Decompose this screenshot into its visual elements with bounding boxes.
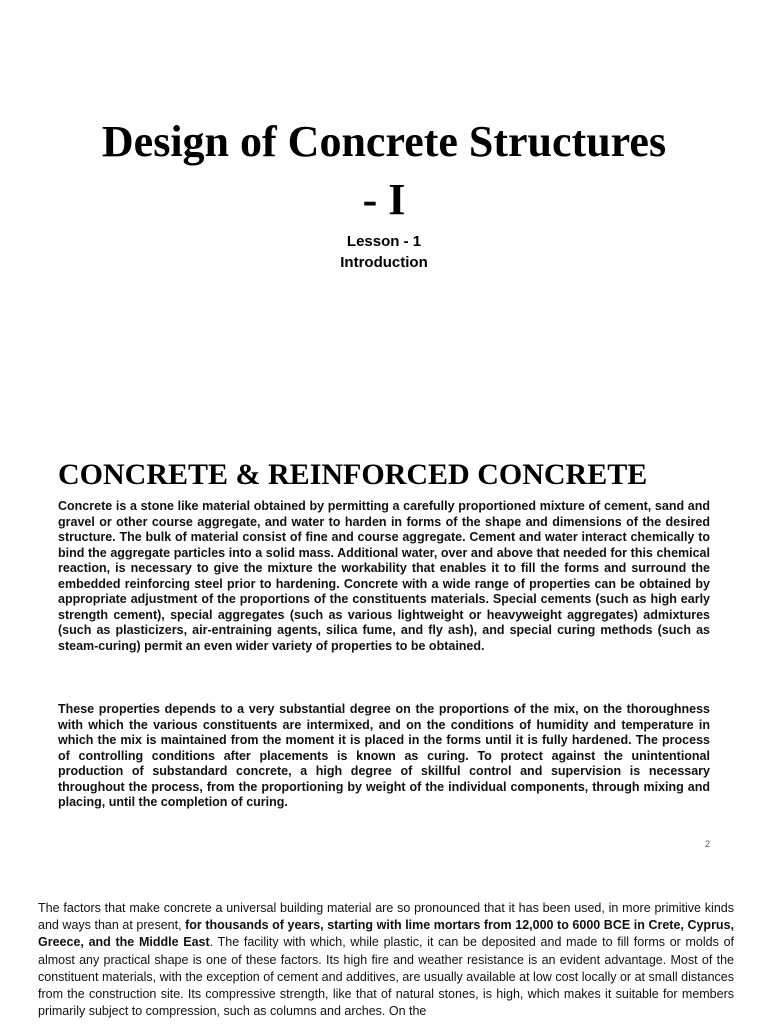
paragraph-3-part-1: The factors that make concrete a universal building material are so pronounced that it has been used, in more primitive kinds and ways than at present, [38, 901, 734, 933]
lesson-subtitle [0, 231, 768, 273]
title-line-2: - I [362, 175, 406, 224]
paragraph-3 [38, 900, 734, 1020]
paragraph-3-bold: for thousands of years, starting with lime mortars from 12,000 to 6000 BCE in Crete, Cyprus, Greece, and the Middle East [38, 918, 734, 950]
lesson-number: Lesson - 1 [346, 233, 422, 250]
page-divider [0, 862, 768, 871]
paragraph-1: Concrete is a stone like material obtained by permitting a carefully proportioned mixture of cement, sand and gravel or other course aggregate, and water to harden in forms of the shape and dimensions of the desired structure. The bulk of material consist of fine and course aggregate. Cement and water interact chemically to bind the aggregate particles into a solid mass. Additional water, over and above that needed for this chemical reaction, is necessary to give the mixture the workability that enables it to fill the forms and surround the embedded reinforcing steel prior to hardening. Concrete with a wide range of properties can be obtained by appropriate adjustment of the proportions of the constituents materials. Special cements (such as high early strength cement), special aggregates (such as various lightweight or heavyweight aggregates) admixtures (such as plasticizers, air-entraining agents, silica fume, and fly ash), and special curing methods (such as steam-curing) permit an even wider variety of properties to be obtained. [58, 499, 710, 653]
page-number: 2 [704, 839, 710, 849]
paragraph-2: These properties depends to a very substantial degree on the proportions of the mix, on the thoroughness with which the various constituents are intermixed, and on the conditions of humidity and temperature in which the mix is maintained from the moment it is placed in the forms until it is fully hardened. The process of controlling conditions after placements is known as curing. To protect against the unintentional production of substandard concrete, a high degree of skillful control and supervision is necessary throughout the process, from the proportioning by weight of the individual components, through mixing and placing, until the completion of curing. [58, 702, 710, 809]
paragraph-3-part-2: . The facility with which, while plastic, it can be deposited and made to fill forms or molds of almost any practical shape is one of these factors. Its high fire and weather resistance is an evident advantage. Most of the constituent materials, with the exception of cement and additives, are usually available at low cost locally or at small distances from the construction site. Its compressive strength, like that of natural stones, is high, which makes it suitable for members primarily subject to compression, such as columns and arches. On the [38, 935, 734, 1019]
lesson-topic: Introduction [340, 254, 428, 271]
document-title [40, 113, 728, 229]
section-heading: CONCRETE & REINFORCED CONCRETE [58, 458, 648, 491]
title-line-1: Design of Concrete Structures [101, 117, 667, 166]
